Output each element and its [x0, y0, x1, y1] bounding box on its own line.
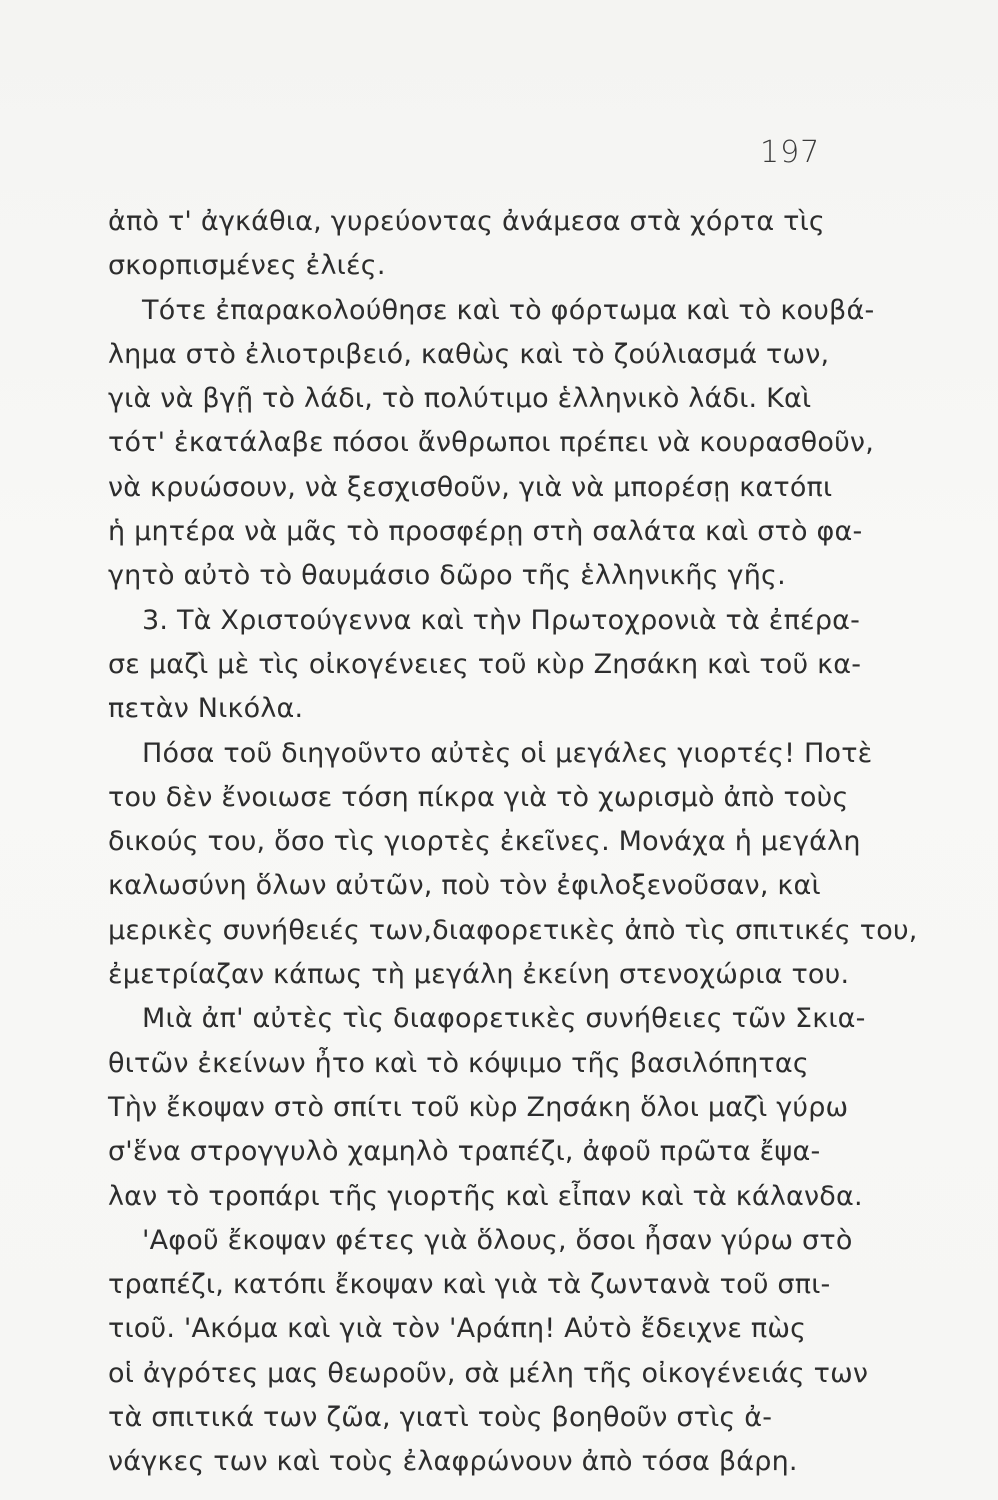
text-line: νάγκες των καὶ τοὺς ἐλαφρώνουν ἀπὸ τόσα βάρη. — [108, 1446, 798, 1478]
text-line: σ'ἕνα στρογγυλὸ χαμηλὸ τραπέζι, ἀφοῦ πρῶτα ἔψα- — [108, 1136, 821, 1168]
text-line: νὰ κρυώσουν, νὰ ξεσχισθοῦν, γιὰ νὰ μπορέσῃ κατόπι — [108, 471, 833, 503]
text-line: καλωσύνη ὅλων αὐτῶν, ποὺ τὸν ἐφιλοξενοῦσαν, καὶ — [108, 870, 821, 902]
text-line: ἀπὸ τ' ἀγκάθια, γυρεύοντας ἀνάμεσα στὰ χόρτα τὶς — [108, 206, 825, 237]
text-line: Τότε ἐπαρακολούθησε καὶ τὸ φόρτωμα καὶ τὸ κουβά- — [142, 294, 875, 326]
text-line: θιτῶν ἐκείνων ἦτο καὶ τὸ κόψιμο τῆς βασιλόπητας — [108, 1047, 809, 1079]
text-line: Πόσα τοῦ διηγοῦντο αὐτὲς οἱ μεγάλες γιορτές! Ποτὲ — [142, 737, 873, 769]
text-line: τιοῦ. 'Ακόμα καὶ γιὰ τὸν 'Αράπη! Αὐτὸ ἔδειχνε πὼς — [108, 1313, 807, 1345]
text-line: 3. Τὰ Χριστούγεννα καὶ τὴν Πρωτοχρονιὰ τὰ ἐπέρα- — [142, 604, 861, 636]
text-line: τότ' ἐκατάλαβε πόσοι ἄνθρωποι πρέπει νὰ κουρασθοῦν, — [108, 427, 874, 459]
text-line: δικούς του, ὅσο τὶς γιορτὲς ἐκεῖνες. Μονάχα ἡ μεγάλη — [108, 826, 861, 858]
text-line: 'Αφοῦ ἔκοψαν φέτες γιὰ ὅλους, ὅσοι ἦσαν γύρω στὸ — [142, 1224, 853, 1256]
text-line: τραπέζι, κατόπι ἔκοψαν καὶ γιὰ τὰ ζωντανὰ τοῦ σπι- — [108, 1269, 831, 1301]
text-line: ἡ μητέρα νὰ μᾶς τὸ προσφέρῃ στὴ σαλάτα καὶ στὸ φα- — [108, 516, 863, 548]
body-text — [108, 200, 918, 1485]
text-line: ἐμετρίαζαν κάπως τὴ μεγάλη ἐκείνη στενοχώρια του. — [108, 959, 850, 991]
page-number: 197 — [760, 135, 821, 170]
text-line: γητὸ αὐτὸ τὸ θαυμάσιο δῶρο τῆς ἑλληνικῆς γῆς. — [108, 560, 786, 592]
text-line: σκορπισμένες ἐλιές. — [108, 250, 386, 282]
text-line: λαν τὸ τροπάρι τῆς γιορτῆς καὶ εἶπαν καὶ τὰ κάλανδα. — [108, 1180, 863, 1212]
text-line: γιὰ νὰ βγῇ τὸ λάδι, τὸ πολύτιμο ἑλληνικὸ λάδι. Καὶ — [108, 383, 812, 415]
text-line: λημα στὸ ἐλιοτριβειό, καθὼς καὶ τὸ ζούλιασμά των, — [108, 338, 830, 370]
text-line: Τὴν ἔκοψαν στὸ σπίτι τοῦ κὺρ Ζησάκη ὅλοι μαζὶ γύρω — [108, 1091, 849, 1123]
text-line: του δὲν ἔνοιωσε τόση πίκρα γιὰ τὸ χωρισμὸ ἀπὸ τοὺς — [108, 781, 849, 813]
text-line: Μιὰ ἀπ' αὐτὲς τὶς διαφορετικὲς συνήθειες τῶν Σκια- — [142, 1003, 866, 1035]
text-line: τὰ σπιτικά των ζῶα, γιατὶ τοὺς βοηθοῦν στὶς ἀ- — [108, 1402, 773, 1434]
text-line: μερικὲς συνήθειές των,διαφορετικὲς ἀπὸ τὶς σπιτικές του, — [108, 914, 918, 946]
text-line: οἱ ἀγρότες μας θεωροῦν, σὰ μέλη τῆς οἰκογένειάς των — [108, 1357, 869, 1389]
text-line: πετὰν Νικόλα. — [108, 693, 304, 725]
text-line: σε μαζὶ μὲ τὶς οἰκογένειες τοῦ κὺρ Ζησάκη καὶ τοῦ κα- — [108, 648, 862, 680]
